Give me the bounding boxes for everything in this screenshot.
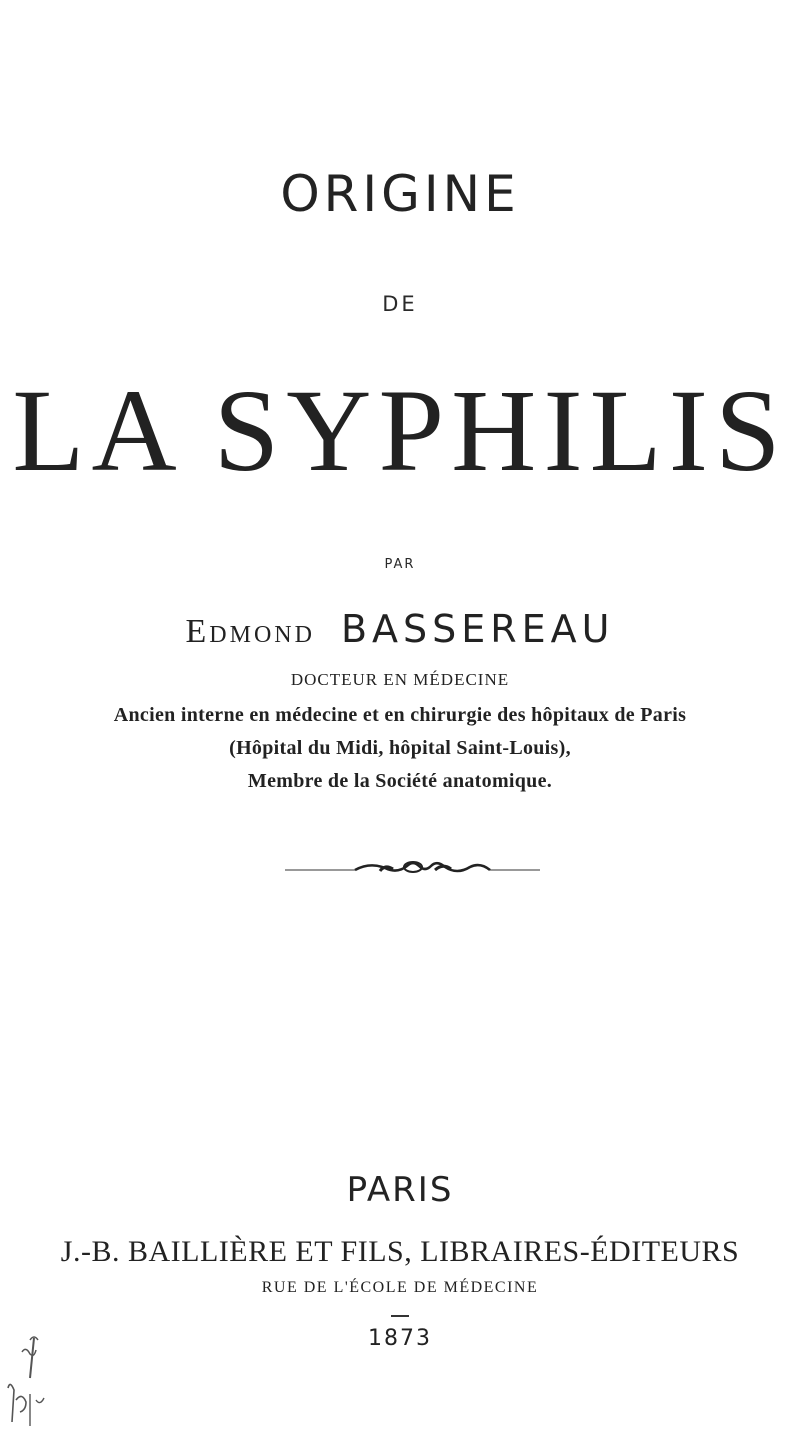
author-name — [0, 607, 800, 651]
imprint-city: PARIS — [346, 1170, 454, 1210]
author-bio-line: (Hôpital du Midi, hôpital Saint-Louis), — [229, 737, 571, 759]
byline: PAR — [384, 557, 416, 572]
imprint-year: 1873 — [368, 1326, 432, 1351]
year-rule — [391, 1315, 409, 1317]
author-first-name: Edmond — [185, 613, 315, 650]
title-line-origine: ORIGINE — [280, 165, 520, 223]
imprint-publisher: J.-B. BAILLIÈRE ET FILS, LIBRAIRES-ÉDITEURS — [60, 1235, 740, 1268]
author-bio-line: Ancien interne en médecine et en chirurgie des hôpitaux de Paris — [113, 704, 687, 726]
title-main: LA SYPHILIS — [12, 365, 788, 496]
imprint-address: RUE DE L'ÉCOLE DE MÉDECINE — [261, 1279, 539, 1296]
handwritten-mark — [0, 1330, 80, 1440]
author-degree: DOCTEUR EN MÉDECINE — [290, 670, 510, 689]
author-bio-line: Membre de la Société anatomique. — [247, 770, 553, 792]
author-last-name: BASSEREAU — [340, 607, 615, 651]
ornament-divider — [285, 858, 540, 878]
title-line-de: DE — [382, 292, 418, 316]
